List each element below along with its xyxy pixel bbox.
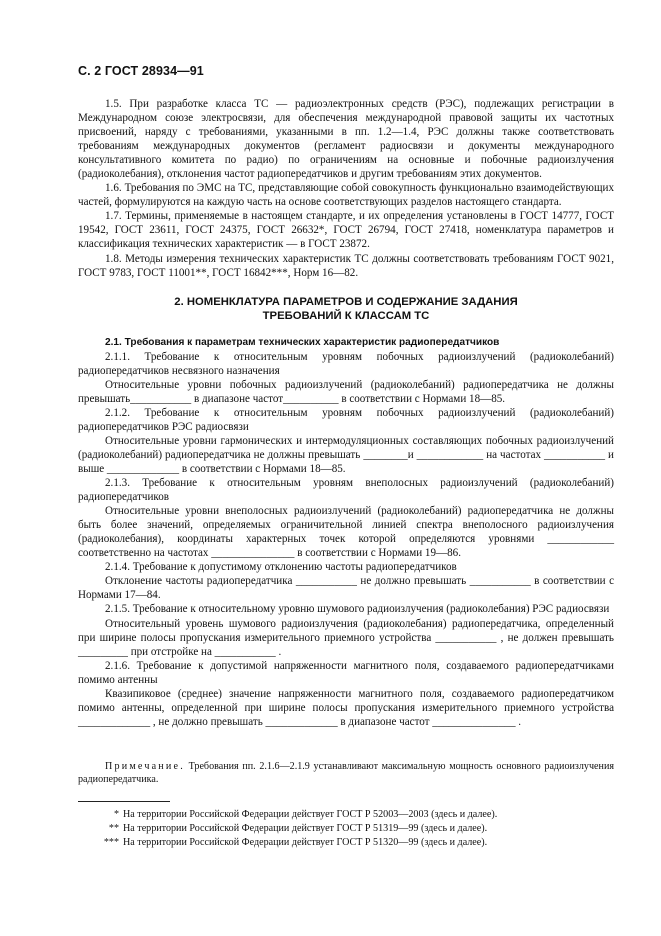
paragraph-1-7: 1.7. Термины, применяемые в настоящем стандарте, и их определения установлены в ГОСТ 14777, ГОСТ 19542, ГОСТ 23611, ГОСТ 24375, ГОСТ 26632*, ГОСТ 26794, ГОСТ 27418, номенклатура параметров и классификация технических характеристик — в ГОСТ 23872.	[78, 210, 614, 251]
paragraph-1-8: 1.8. Методы измерения технических характеристик ТС должны соответствовать требованиям ГОСТ 9021, ГОСТ 9783, ГОСТ 11001**, ГОСТ 16842***, Норм 16—82.	[78, 252, 614, 279]
footnotes	[78, 808, 614, 850]
section-title	[78, 295, 614, 324]
paragraph-2-1-1: 2.1.1. Требование к относительным уровням побочных радиоизлучений (радиоколебаний) радиопередатчиков несвязного назначения	[78, 350, 614, 377]
paragraph-2-1-2-text: Относительные уровни гармонических и интермодуляционных составляющих побочных радиоизлучений (радиоколебаний) радиопередатчика не должны превышать ________и ____________ на частотах ___________ и выше _____________ в соответствии с Нормами 18—85.	[78, 434, 614, 475]
paragraph-2-1-4: 2.1.4. Требование к допустимому отклонению частоты радиопередатчиков	[105, 561, 457, 574]
paragraph-2-1-3-text: Относительные уровни внеполосных радиоизлучений (радиоколебаний) радиопередатчика не должны быть более значений, определяемых ограничительной линией спектра внеполосного радиоизлучения (радиоколебания), координаты характерных точек которой определяются уровнями ____________ соответственно на частотах _______________ в соответствии с Нормами 19—86.	[78, 505, 614, 560]
footnote	[78, 836, 614, 850]
paragraph-2-1-6-text: Квазипиковое (среднее) значение напряженности магнитного поля, создаваемого радиопередатчиком помимо антенны, определенной при ширине полосы пропускания измерительного приемного устройства _____________ , не должно превышать _____________ в диапазоне частот _______________ .	[78, 687, 614, 728]
paragraph-2-1-5: 2.1.5. Требование к относительному уровню шумового радиоизлучения (радиоколебания) РЭС радиосвязи	[105, 603, 610, 616]
section-title-line-1: 2. НОМЕНКЛАТУРА ПАРАМЕТРОВ И СОДЕРЖАНИЕ ЗАДАНИЯ	[174, 295, 518, 308]
document-body	[78, 97, 614, 729]
paragraph-1-5: 1.5. При разработке класса ТС — радиоэлектронных средств (РЭС), подлежащих регистрации в Международном союзе электросвязи, для обеспечения международной правовой защиты их частотных присвоений, наряду с требованиями, указанными в пп. 1.2—1.4, РЭС должны также соответствовать требованиям международных документов (регламент радиосвязи и документы международного консультативного комитета по радио) по ограничениям на основные и побочные радиоизлучения (радиоколебания), отклонения частот радиопередатчиков и другим требованиям этих документов.	[78, 98, 614, 181]
footnote-mark: *	[113, 809, 119, 820]
footnote-text: На территории Российской Федерации действует ГОСТ Р 51319—99 (здесь и далее).	[123, 823, 488, 834]
note-lead: Примечание.	[105, 761, 185, 773]
footnote-text: На территории Российской Федерации действует ГОСТ Р 51320—99 (здесь и далее).	[123, 837, 488, 848]
note-text: Требования пп. 2.1.6—2.1.9 устанавливают максимальную мощность основного радиоизлучения радиопередатчика.	[78, 761, 614, 786]
footnote	[78, 808, 614, 822]
paragraph-2-1-5-text: Относительный уровень шумового радиоизлучения (радиоколебания) радиопередатчика, определенный при ширине полосы пропускания измерительного приемного устройства ___________ , не должен превышать _________ при отстройке на ___________ .	[78, 617, 614, 658]
paragraph-2-1-1-text: Относительные уровни побочных радиоизлучений (радиоколебаний) радиопередатчика не должны превышать___________ в диапазоне частот__________ в соответствии с Нормами 18—85.	[78, 378, 614, 405]
paragraph-2-1-6: 2.1.6. Требование к допустимой напряженности магнитного поля, создаваемого радиопередатчиками помимо антенны	[78, 659, 614, 686]
paragraph-2-1-4-text: Отклонение частоты радиопередатчика ___________ не должно превышать ___________ в соответствии с Нормами 17—84.	[78, 575, 614, 602]
note	[78, 760, 614, 786]
footnote-mark: ***	[103, 837, 119, 848]
footnote-mark: **	[108, 823, 119, 834]
paragraph-1-6: 1.6. Требования по ЭМС на ТС, представляющие собой совокупность функционально взаимодействующих частей, формулируются на каждую часть на основе соответствующих разделов настоящего стандарта.	[78, 182, 614, 209]
page-header: С. 2 ГОСТ 28934—91	[78, 64, 204, 78]
footnote-divider	[78, 801, 170, 802]
footnote-text: На территории Российской Федерации действует ГОСТ Р 52003—2003 (здесь и далее).	[123, 809, 498, 820]
paragraph-2-1-3: 2.1.3. Требование к относительным уровням внеполосных радиоизлучений (радиоколебаний) радиопередатчиков	[78, 477, 614, 504]
subsection-title: 2.1. Требования к параметрам технических характеристик радиопередатчиков	[105, 336, 500, 348]
footnote	[78, 822, 614, 836]
section-title-line-2: ТРЕБОВАНИЙ К КЛАССАМ ТС	[262, 310, 430, 323]
paragraph-2-1-2: 2.1.2. Требование к относительным уровням побочных радиоизлучений (радиоколебаний) радиопередатчиков РЭС радиосвязи	[78, 406, 614, 433]
